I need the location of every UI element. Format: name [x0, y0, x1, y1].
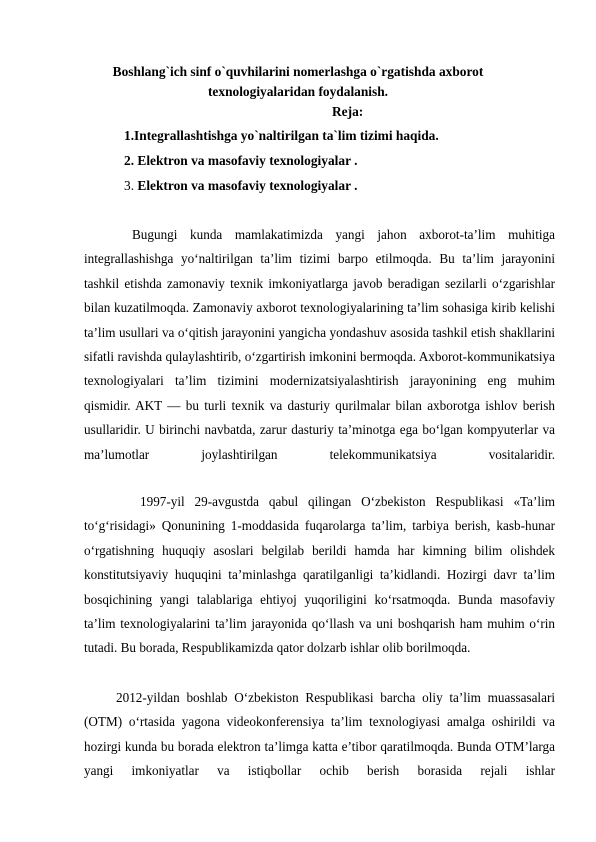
plan-item-1: 1.Integrallashtishga yo`naltirilgan ta`lim tizimi haqida.: [124, 128, 439, 143]
plan-item-3-text: Elektron va masofaviy texnologiyalar .: [137, 178, 358, 193]
paragraph-3-text: 2012-yildan boshlab O‘zbekiston Respublikasi barcha oliy ta’lim muassasalari (OTM) o‘rtasida yagona videokonferensiya ta’lim texnologiyasi amalga oshirildi va hozirgi kunda bu borada elektron ta’limga katta e’tibor qaratilmoqda. Bunda OTM’larga yangi imkoniyatlar va istiqbollar ochib berish borasida rejali ishlar: [84, 690, 555, 779]
document-title-line-1: Boshlang`ich sinf o`quvhilarini nomerlashga o`rgatishda axborot: [112, 64, 484, 79]
paragraph-3: [84, 686, 555, 784]
paragraph-1-text: Bugungi kunda mamlakatimizda yangi jahon axborot-ta’lim muhitiga integrallashishga yo‘naltirilgan ta’lim tizimi barpo etilmoqda. Bu ta’lim jarayonini tashkil etishda zamonaviy texnik imkoniyatlarga javob beradigan sezilarli o‘zgarishlar bilan kuzatilmoqda. Zamonaviy axborot texnologiyalarining ta’lim sohasiga kirib kelishi ta’lim usullari va o‘qitish jarayonini yangicha yondashuv asosida tashkil etish shakllarini sifatli ravishda qulaylashtirib, o‘zgartirish imkonini bermoqda. Axborot-kommunikatsiya texnologiyalari ta’lim tizimini modernizatsiyalashtirish jarayonining eng muhim qismidir. AKT — bu turli texnik va dasturiy qurilmalar bilan axborotga ishlov berish usullaridir. U birinchi navbatda, zarur dasturiy ta’minotga ega bo‘lgan kompyuterlar va ma’lumotlar joylashtirilgan telekommunikatsiya vositalaridir.: [84, 227, 555, 462]
plan-item-2: 2. Elektron va masofaviy texnologiyalar .: [124, 153, 358, 168]
plan-item-3-number: 3.: [124, 178, 138, 193]
plan-heading: Reja:: [332, 104, 364, 119]
paragraph-2: [84, 490, 555, 661]
document-title-line-2: texnologiyalaridan foydalanish.: [207, 84, 389, 99]
plan-item-3: [124, 177, 357, 195]
paragraph-2-text: 1997-yil 29-avgustda qabul qilingan O‘zbekiston Respublikasi «Ta’lim to‘g‘risidagi» Qonunining 1-moddasida fuqarolarga ta’lim, tarbiya berish, kasb-hunar o‘rgatishning huquqiy asoslari belgilab berildi hamda har kimning bilim olishdek konstitutsiyaviy huquqini ta’minlashga qaratilganligi ta’kidlandi. Hozirgi davr ta’lim bosqichining yangi talablariga ehtiyoj yuqoriligini ko‘rsatmoqda. Bunda masofaviy ta’lim texnologiyalarini ta’lim jarayonida qo‘llash va uni boshqarish ham muhim o‘rin tutadi. Bu borada, Respublikamizda qator dolzarb ishlar olib borilmoqda.: [84, 494, 555, 656]
paragraph-1: [84, 223, 555, 467]
